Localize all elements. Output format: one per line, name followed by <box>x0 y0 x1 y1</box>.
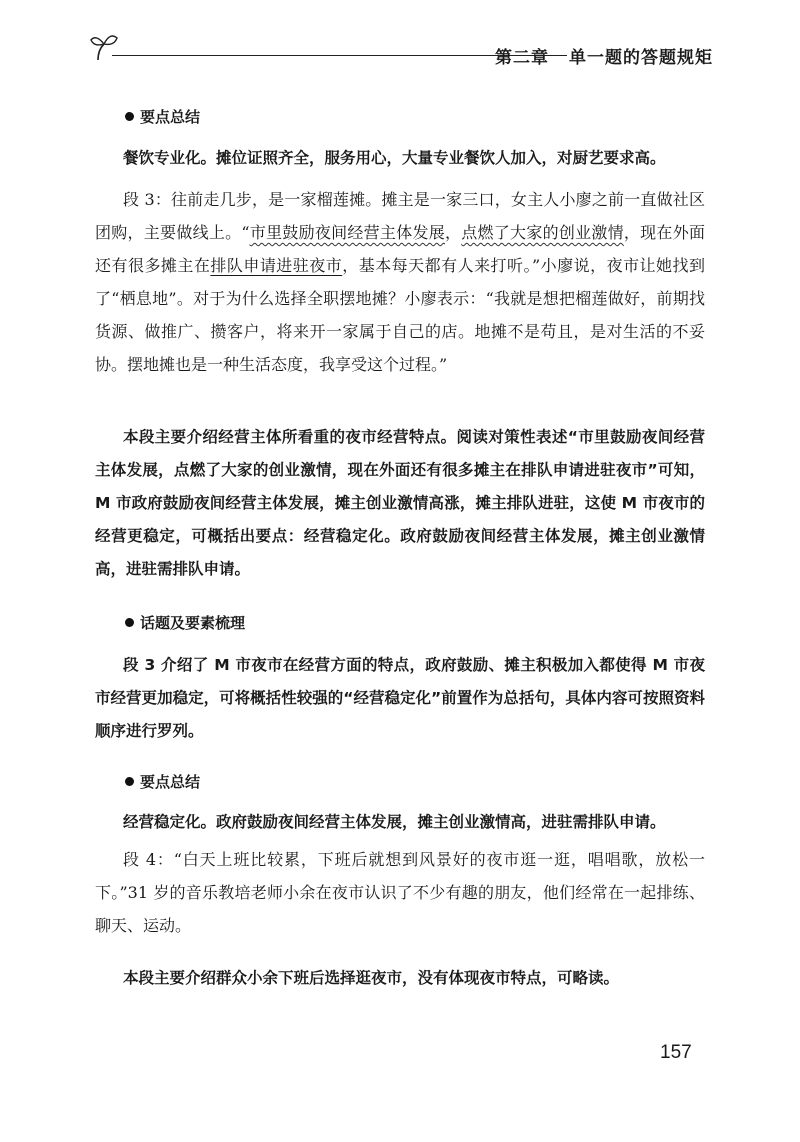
bullet-heading-summary-2: 要点总结 <box>125 771 200 792</box>
quote-highlight: 点燃了大家的创业激情 <box>461 223 624 242</box>
sprout-icon <box>90 30 130 64</box>
bullet-dot-icon <box>125 618 134 627</box>
bullet-heading-summary-1: 要点总结 <box>125 106 200 127</box>
summary-paragraph-1: 餐饮专业化。摊位证照齐全，服务用心，大量专业餐饮人加入，对厨艺要求高。 <box>123 149 666 167</box>
quote-highlight: 市里鼓励夜间经营主体发展 <box>249 223 445 242</box>
chapter-name: 单一题的答题规矩 <box>569 48 713 68</box>
analysis-paragraph-3: 本段主要介绍经营主体所看重的夜市经营特点。阅读对策性表述“市里鼓励夜间经营主体发展，点燃了大家的创业激情，现在外面还有很多摊主在排队申请进驻夜市”可知，M 市政府鼓励夜间经营主体发展，摊主创业激情高涨，摊主排队进驻，这使 M 市夜市的经营更稳定，可概括出要点：经营稳定化。政府鼓励夜间经营主体发展，摊主创业激情高，进驻需排队申请。 <box>95 428 705 578</box>
summary-paragraph-2: 经营稳定化。政府鼓励夜间经营主体发展，摊主创业激情高，进驻需排队申请。 <box>123 813 666 831</box>
bullet-dot-icon <box>125 777 134 786</box>
bullet-dot-icon <box>125 112 134 121</box>
bullet-heading-topic: 话题及要素梳理 <box>125 612 245 633</box>
topic-paragraph-3: 段 3 介绍了 M 市夜市在经营方面的特点，政府鼓励、摊主积极加入都使得 M 市夜市经营更加稳定，可将概括性较强的“经营稳定化”前置作为总括句，具体内容可按照资料顺序进行罗列。 <box>95 656 705 740</box>
quote-underline: 排队申请进驻夜市 <box>210 256 343 275</box>
running-header <box>90 30 713 70</box>
page-number: 157 <box>660 1042 692 1063</box>
chapter-number: 第二章 <box>495 48 549 68</box>
source-paragraph-3: 段 3：往前走几步，是一家榴莲摊。摊主是一家三口，女主人小廖之前一直做社区团购，主要做线上。“市里鼓励夜间经营主体发展，点燃了大家的创业激情，现在外面还有很多摊主在排队申请进驻夜市，基本每天都有人来打听。”小廖说，夜市让她找到了“栖息地”。对于为什么选择全职摆地摊？小廖表示：“我就是想把榴莲做好，前期找货源、做推广、攒客户，将来开一家属于自己的店。地摊不是苟且，是对生活的不妥协。摆地摊也是一种生活态度，我享受这个过程。” <box>95 190 705 374</box>
analysis-paragraph-4: 本段主要介绍群众小余下班后选择逛夜市，没有体现夜市特点，可略读。 <box>123 969 620 987</box>
source-paragraph-4: 段 4：“白天上班比较累，下班后就想到风景好的夜市逛一逛，唱唱歌，放松一下。”31 岁的音乐教培老师小余在夜市认识了不少有趣的朋友，他们经常在一起排练、聊天、运动。 <box>95 850 705 935</box>
chapter-title <box>495 43 713 68</box>
